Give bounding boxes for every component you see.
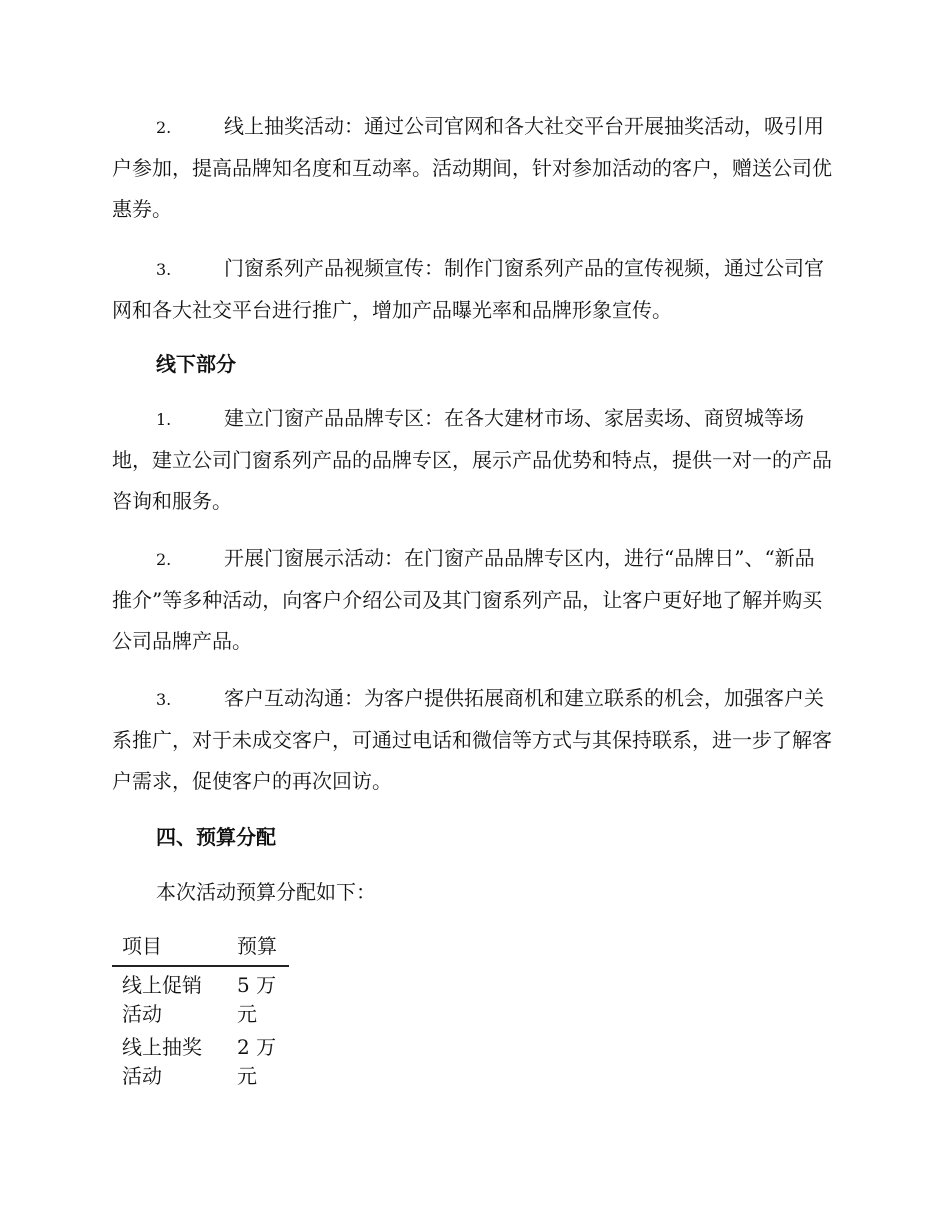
offline-heading: 线下部分: [156, 352, 236, 376]
item-text: 门窗系列产品视频宣传：制作门窗系列产品的宣传视频，通过公司官网和各大社交平台进行推广，增加产品曝光率和品牌形象宣传。: [112, 256, 824, 322]
online-item-3: [112, 248, 832, 331]
offline-item-3: [112, 678, 832, 802]
online-item-2: [112, 106, 832, 230]
item-number: 1.: [156, 410, 172, 429]
table-cell-item: 线上促销活动: [122, 973, 202, 1026]
budget-intro: 本次活动预算分配如下：: [156, 880, 376, 904]
table-row: [112, 966, 289, 1029]
item-text: 客户互动沟通：为客户提供拓展商机和建立联系的机会，加强客户关系推广，对于未成交客户，可通过电话和微信等方式与其保持联系，进一步了解客户需求，促使客户的再次回访。: [112, 686, 832, 793]
header-item: 项目: [122, 934, 162, 958]
header-budget: 预算: [237, 934, 277, 958]
item-text: 建立门窗产品品牌专区：在各大建材市场、家居卖场、商贸城等场地，建立公司门窗系列产品的品牌专区，展示产品优势和特点，提供一对一的产品咨询和服务。: [112, 406, 832, 513]
offline-item-1: [112, 398, 832, 522]
item-number: 2.: [156, 550, 172, 569]
item-text: 开展门窗展示活动：在门窗产品品牌专区内，进行“品牌日”、“新品推介”等多种活动，向客户介绍公司及其门窗系列产品，让客户更好地了解并购买公司品牌产品。: [112, 546, 823, 653]
item-number: 2.: [156, 118, 172, 137]
item-text: 线上抽奖活动：通过公司官网和各大社交平台开展抽奖活动，吸引用户参加，提高品牌知名度和互动率。活动期间，针对参加活动的客户，赠送公司优惠券。: [112, 114, 832, 221]
table-header-row: [112, 932, 289, 966]
item-number: 3.: [156, 260, 172, 279]
table-cell-budget: 5 万元: [237, 973, 277, 1026]
table-cell-item: 线上抽奖活动: [122, 1035, 202, 1088]
budget-table: [112, 932, 289, 1091]
item-number: 3.: [156, 690, 172, 709]
table-cell-budget: 2 万元: [237, 1035, 277, 1088]
table-row: [112, 1029, 289, 1091]
offline-item-2: [112, 538, 832, 662]
budget-heading: 四、预算分配: [156, 825, 276, 849]
